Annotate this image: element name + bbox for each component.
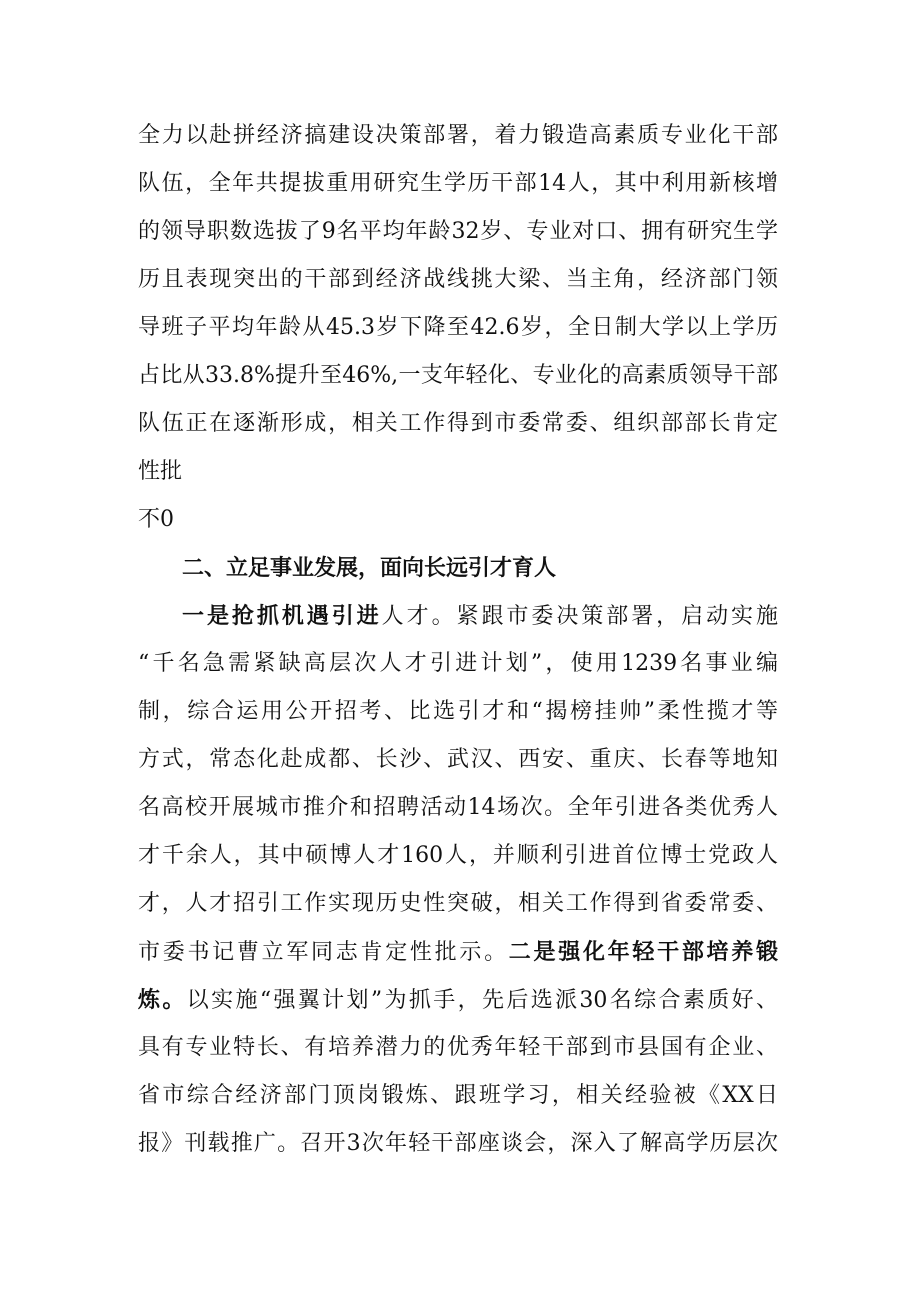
bold-lead: 二是强化年轻干部培养锻 — [508, 939, 778, 965]
text-line: 制，综合运用公开招考、比选引才和“揭榜挂帅”柔性揽才等 — [138, 699, 778, 724]
section-heading: 二、立足事业发展，面向长远引才育人 — [182, 555, 557, 581]
document-body — [138, 112, 778, 1168]
text-line: 具有专业特长、有培养潜力的优秀年轻干部到市县国有企业、 — [138, 1035, 778, 1060]
text-line: 导班子平均年龄从45.3岁下降至42.6岁，全日制大学以上学历 — [138, 315, 778, 340]
bold-lead: 一是抢抓机遇引进 — [182, 603, 382, 629]
text-line: 名高校开展城市推介和招聘活动14场次。全年引进各类优秀人 — [138, 795, 778, 820]
text-line: 方式，常态化赴成都、长沙、武汉、西安、重庆、长春等地知 — [138, 747, 778, 772]
text-line: 队伍正在逐渐形成，相关工作得到市委常委、组织部部长肯定 — [138, 411, 778, 436]
text-span: 以实施“强翼计划”为抓手，先后选派30名综合素质好、 — [186, 988, 778, 1013]
text-line: 历且表现突出的干部到经济战线挑大梁、当主角，经济部门领 — [138, 267, 778, 292]
text-line: 报》刊载推广。召开3次年轻干部座谈会，深入了解高学历层次 — [138, 1131, 778, 1156]
text-line: “千名急需紧缺高层次人才引进计划”，使用1239名事业编 — [138, 651, 778, 676]
text-line — [138, 592, 778, 640]
text-line — [138, 976, 778, 1024]
text-line: 省市综合经济部门顶岗锻炼、跟班学习，相关经验被《XX日 — [138, 1083, 778, 1108]
text-line: 的领导职数选拔了9名平均年龄32岁、专业对口、拥有研究生学 — [138, 219, 778, 244]
text-line: 全力以赴拼经济搞建设决策部署，着力锻造高素质专业化干部 — [138, 123, 778, 148]
text-line — [138, 928, 778, 976]
paragraph-1 — [138, 112, 778, 544]
text-line: 性批 — [138, 459, 183, 484]
text-line: 才，人才招引工作实现历史性突破，相关工作得到省委常委、 — [138, 891, 778, 916]
text-line: 队伍，全年共提拔重用研究生学历干部14人，其中利用新核增 — [138, 171, 778, 196]
text-line: 占比从33.8%提升至46%,一支年轻化、专业化的高素质领导干部 — [138, 363, 778, 388]
paragraph-2 — [138, 592, 778, 1168]
text-line: 不0 — [138, 507, 174, 532]
text-line: 才千余人，其中硕博人才160人，并顺利引进首位博士党政人 — [138, 843, 778, 868]
bold-lead: 炼。 — [138, 987, 187, 1013]
text-span: 市委书记曹立军同志肯定性批示。 — [138, 940, 509, 965]
text-span: 人才。紧跟市委决策部署，启动实施 — [381, 604, 778, 629]
